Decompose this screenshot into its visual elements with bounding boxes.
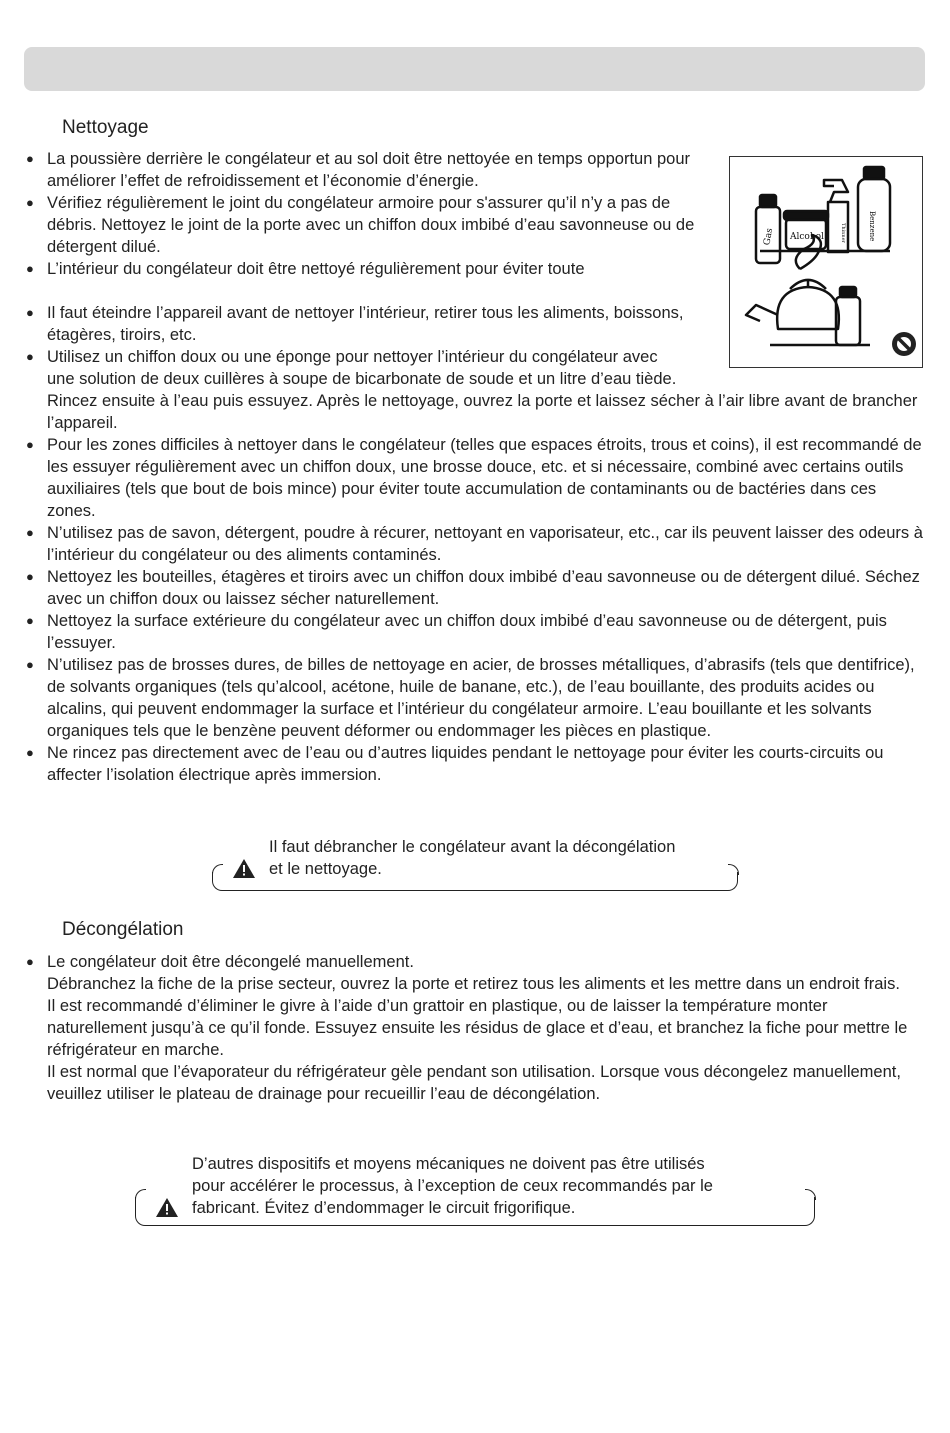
warning-triangle-icon (232, 858, 256, 879)
bullet-icon: ● (26, 525, 34, 540)
notice-line: pour accélérer le processus, à l’exception de ceux recommandés par le (192, 1177, 713, 1195)
gas-label: Gas (762, 227, 776, 247)
bullet-text: Pour les zones difficiles à nettoyer dans le congélateur (telles que espaces étroits, trous et coins), il est recommandé de les essuyer régulièrement avec un chiffon doux, une brosse douce, etc. et si nécessaire, combiné avec certains outils auxiliaires (tels que bout de bois mince) pour éviter toute accumulation de contaminants ou de bactéries dans ces zones. (47, 436, 922, 520)
list-item (26, 951, 927, 1105)
bullet-text: N’utilisez pas de brosses dures, de billes de nettoyage en acier, de brosses métalliques, d’abrasifs (tels que dentifrice), de solvants organiques (tels qu’alcool, acétone, huile de banane, etc.), de l’eau bouillante, des produits acides ou alcalins, qui peuvent endommager la surface et l’intérieur du congélateur armoire. L’eau bouillante et les solvants organiques tels que le benzène peuvent déformer ou endommager les pièces en plastique. (47, 656, 915, 740)
list-item (26, 434, 927, 522)
hazard-products-drawing (730, 157, 922, 367)
bullet-text: Nettoyez les bouteilles, étagères et tiroirs avec un chiffon doux imbibé d’eau savonneuse ou de détergent dilué. Séchez avec un chiffon doux ou laissez sécher naturellement. (47, 568, 920, 608)
benzene-label: Benzene (868, 211, 876, 242)
notice-line: et le nettoyage. (269, 860, 382, 878)
bullet-text: Vérifiez régulièrement le joint du congélateur armoire pour s'assurer qu’il n’y a pas de débris. Nettoyez le joint de la porte avec un chiffon doux imbibé d’eau savonneuse ou de détergent dilué. (47, 194, 695, 256)
notice-line: fabricant. Évitez d’endommager le circuit frigorifique. (192, 1199, 576, 1217)
bullet-text: L’intérieur du congélateur doit être nettoyé régulièrement pour éviter toute (47, 260, 585, 278)
alcohol-label: Alcohol (790, 232, 824, 242)
no-symbol-icon (892, 332, 916, 356)
bullet-icon: ● (26, 745, 34, 760)
list-item (26, 258, 707, 280)
thinner-label: Thinner (840, 223, 846, 243)
defrost-bullet-list (26, 951, 926, 1105)
bullet-text: Utilisez un chiffon doux ou une éponge pour nettoyer l’intérieur du congélateur avec une solution de deux cuillères à soupe de bicarbonate de soude et un litre d’eau tiède. Rincez ensuite à l’eau puis essuyez. Après le nettoyage, ouvrez la porte et laissez sécher à l’air libre avant de brancher l’appareil. (47, 348, 918, 432)
paragraph: Débranchez la fiche de la prise secteur, ouvrez la porte et retirez tous les aliments et les mettre dans un endroit frais. (47, 975, 900, 993)
bullet-text: Nettoyez la surface extérieure du congélateur avec un chiffon doux imbibé d’eau savonneuse ou de détergent, puis l’essuyer. (47, 612, 887, 652)
list-item (26, 742, 927, 786)
bullet-text: Le congélateur doit être décongelé manuellement. (47, 953, 414, 971)
list-item (26, 566, 927, 610)
list-item (26, 148, 707, 192)
bullet-icon: ● (26, 349, 34, 364)
bullet-icon: ● (26, 613, 34, 628)
bullet-text: Il faut éteindre l’appareil avant de nettoyer l’intérieur, retirer tous les aliments, boissons, étagères, tiroirs, etc. (47, 304, 684, 344)
header-bar (24, 47, 925, 91)
bullet-text: Ne rincez pas directement avec de l’eau ou d’autres liquides pendant le nettoyage pour éviter les courts-circuits ou affecter l’isolation électrique après immersion. (47, 744, 884, 784)
bullet-text: La poussière derrière le congélateur et au sol doit être nettoyée en temps opportun pour améliorer l’effet de refroidissement et l’économie d’énergie. (47, 150, 690, 190)
section-title-defrost: Décongélation (62, 919, 184, 940)
list-item (26, 610, 927, 654)
mechanical-notice (135, 1153, 815, 1229)
list-item (26, 192, 707, 258)
bullet-text: N’utilisez pas de savon, détergent, poudre à récurer, nettoyant en vaporisateur, etc., car ils peuvent laisser des odeurs à l’intérieur du congélateur ou des aliments contaminés. (47, 524, 923, 564)
paragraph: Il est recommandé d’éliminer le givre à l’aide d’un grattoir en plastique, ou de laisser la température monter naturellement jusqu’à ce qu’il fonde. Essuyez ensuite les résidus de glace et d’eau, et branchez la fiche pour mettre le réfrigérateur en marche. (47, 997, 908, 1059)
notice-line: Il faut débrancher le congélateur avant la décongélation (269, 838, 676, 856)
list-item (26, 522, 927, 566)
section-title-cleaning: Nettoyage (62, 117, 149, 138)
bullet-icon: ● (26, 437, 34, 452)
bullet-icon: ● (26, 954, 34, 969)
paragraph: Il est normal que l’évaporateur du réfrigérateur gèle pendant son utilisation. Lorsque vous décongelez manuellement, veuillez utiliser le plateau de drainage pour recueillir l’eau de décongélation. (47, 1063, 901, 1103)
flammable-products-illustration (729, 156, 923, 368)
bullet-icon: ● (26, 195, 34, 210)
list-item (26, 302, 707, 346)
bullet-icon: ● (26, 151, 34, 166)
bullet-icon: ● (26, 261, 34, 276)
bullet-icon: ● (26, 305, 34, 320)
bullet-icon: ● (26, 657, 34, 672)
bullet-icon: ● (26, 569, 34, 584)
list-item (26, 654, 927, 742)
warning-triangle-icon (155, 1197, 179, 1218)
unplug-notice (212, 836, 738, 894)
notice-line: D’autres dispositifs et moyens mécaniques ne doivent pas être utilisés (192, 1155, 705, 1173)
